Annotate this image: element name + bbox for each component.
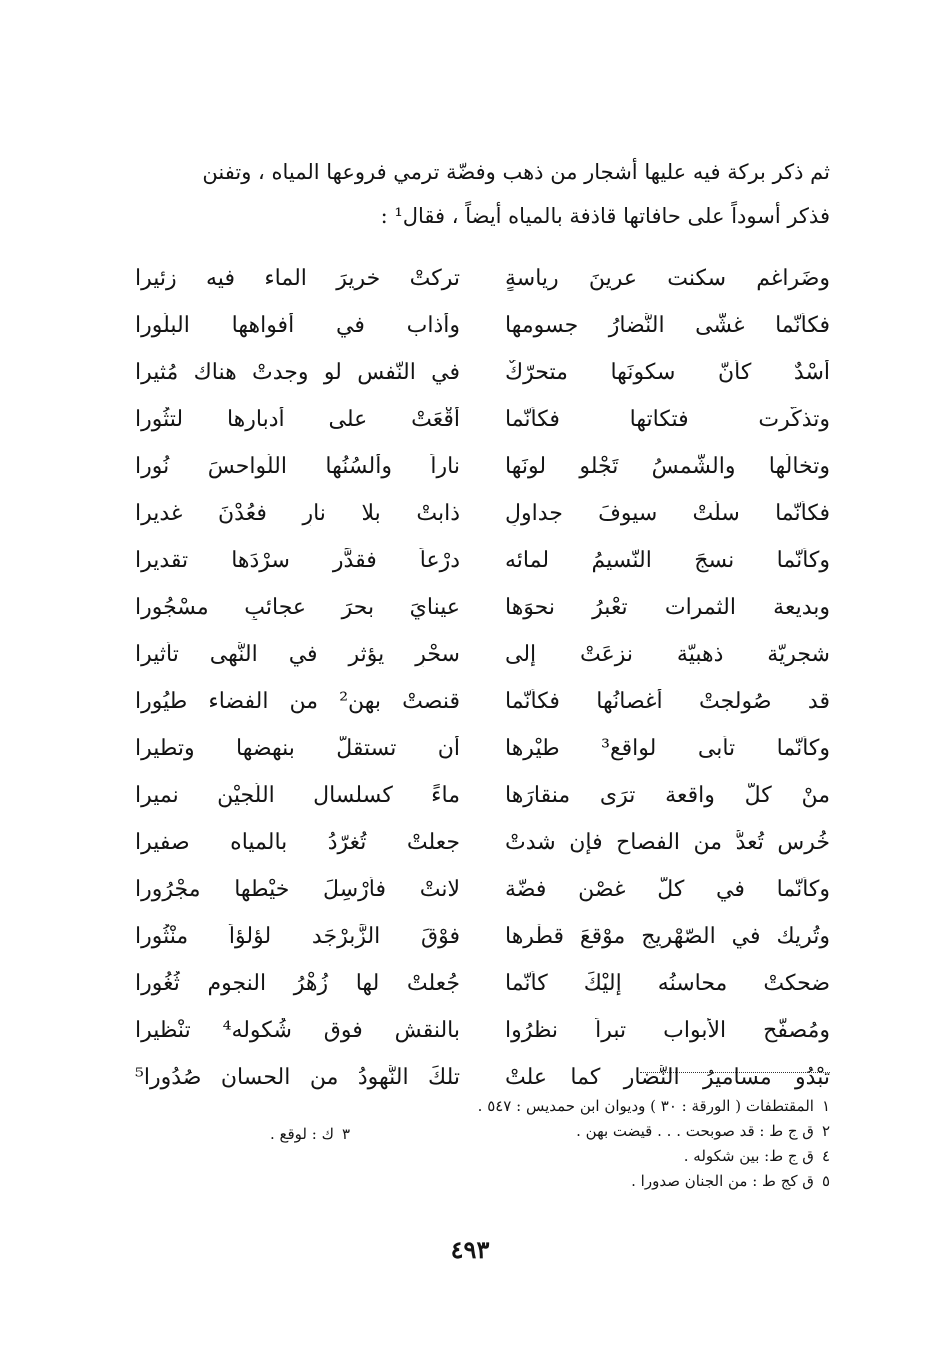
verse-first-hemistich: شجريّة ذهبيّة نزعَتْ إلى xyxy=(505,642,830,667)
verse-first-hemistich: وكأنّما نسجَ النّسيمُ لمائه xyxy=(505,548,830,573)
footnotes xyxy=(180,1093,830,1193)
verse-second-hemistich: درْعاً فقدَّر سرْدَها تقديرا xyxy=(135,548,460,573)
footnote-side xyxy=(190,1125,350,1143)
verse-first-hemistich: وكأنّما في كلّ غصْنٍ فضّة xyxy=(505,877,830,902)
verse-second-hemistich: عينايَ بحرَ عجائبٍ مسْجُورا xyxy=(135,595,460,620)
intro-line: ثم ذكر بركة فيه عليها أشجار من ذهب وفضّة ترمي فروعها المياه ، وتفنن xyxy=(202,160,830,184)
verse-line xyxy=(135,255,830,302)
verse-line xyxy=(135,819,830,866)
verse-second-hemistich: ماءً كسلسال اللُّجيْن نميرا xyxy=(135,783,460,808)
verse-line xyxy=(135,631,830,678)
verse-second-hemistich: في النّفس لو وجدتْ هناك مُثيرا xyxy=(135,360,460,385)
verse-second-hemistich: فوْقَ الزَّبرْجَد لؤلؤاً منْثُورا xyxy=(135,924,460,949)
verse-line xyxy=(135,772,830,819)
verse-first-hemistich: منْ كلّ واقعة ترَى منقارَها xyxy=(505,783,830,808)
verse-second-hemistich: سحْرٍ يؤثر في النُّهى تأثيرا xyxy=(135,642,460,667)
verse-first-hemistich: ضحكتْ محاسنُه إليْكَ كأنّما xyxy=(505,971,830,996)
verse-second-hemistich: تلكَ النُّهودُ من الحسان صُدُورا⁵ xyxy=(135,1065,460,1090)
verse-first-hemistich: فكأنّما غشّى النُّضارُ جسومها xyxy=(505,313,830,338)
verse-line xyxy=(135,302,830,349)
footnote xyxy=(180,1168,830,1193)
verse-line xyxy=(135,913,830,960)
verse-line xyxy=(135,678,830,725)
verse-line xyxy=(135,725,830,772)
verse-line xyxy=(135,584,830,631)
verse-line xyxy=(135,537,830,584)
footnote-divider xyxy=(640,1072,830,1073)
verse-second-hemistich: ذابتْ بلا نارٍ فعُدْنَ غديرا xyxy=(135,501,460,526)
footnote-number: ٤ xyxy=(821,1146,830,1165)
footnote-text: ك : لوقع . xyxy=(269,1125,334,1143)
verse-first-hemistich: فكأنّما سلّتْ سيوفَ جداولٍ xyxy=(505,501,830,526)
verse-first-hemistich: أُسْدٌ كأنّ سكونَها متحرّكٌ xyxy=(505,360,830,385)
footnote-text: ق ج ط : قد صوبحت . . . قيضت بهن . xyxy=(576,1121,814,1140)
footnote-text: المقتطفات ( الورقة : ٣٠ ) وديوان ابن حمديس : ٥٤٧ . xyxy=(477,1096,814,1115)
footnote-text: ق كج ط : من الجنان صدورا . xyxy=(631,1171,814,1190)
verse-second-hemistich: قنصتْ بهن² من الفضاء طيُورا xyxy=(135,689,460,714)
footnote-number: ١ xyxy=(821,1096,830,1115)
verse-first-hemistich: قد صُولجتْ أغصانُها فكأنّما xyxy=(505,689,830,714)
verse-second-hemistich: أن تستقلَّ بنهضها وتطيرا xyxy=(135,736,460,761)
verse-first-hemistich: ومُصفّح الأبواب تبراً نظرُوا xyxy=(505,1018,830,1043)
verse-first-hemistich: وبديعة الثمرات تعْبرُ نحوَها xyxy=(505,595,830,620)
verse-first-hemistich: وتذكّرت فتكاتها فكأنّما xyxy=(505,407,830,432)
verse-line xyxy=(135,490,830,537)
verse-second-hemistich: وأذاب في أفواهها البلّورا xyxy=(135,313,460,338)
verse-line xyxy=(135,1007,830,1054)
intro-line: فذكر أسوداً على حافاتها قاذفة بالمياه أيضاً ، فقال¹ : xyxy=(380,204,830,228)
footnote-number: ٢ xyxy=(821,1121,830,1140)
verse-second-hemistich: أقْعَتْ على أدبارها لتثُورا xyxy=(135,407,460,432)
verse-line xyxy=(135,960,830,1007)
verse-second-hemistich: بالنقش فوق شُكوله⁴ تنْظيرا xyxy=(135,1018,460,1043)
verse-second-hemistich: جُعلتْ لها زُهْرُ النجوم ثُغُورا xyxy=(135,971,460,996)
footnote xyxy=(180,1093,830,1118)
verse-second-hemistich: تركتْ خريرَ الماء فيه زئيرا xyxy=(135,266,460,291)
verse-line xyxy=(135,396,830,443)
footnote-number: ٣ xyxy=(341,1125,350,1143)
footnote-number: ٥ xyxy=(821,1171,830,1190)
verse-first-hemistich: تبْدُو مساميرُ النُّضارِ كما علتْ xyxy=(505,1065,830,1090)
verse-second-hemistich: جعلتْ تُغرّدُ بالمياه صفيرا xyxy=(135,830,460,855)
verse-first-hemistich: وضَراغم سكنت عرينَ رياسةٍ xyxy=(505,266,830,291)
poem xyxy=(135,255,830,1101)
verse-second-hemistich: لانتْ فأُرْسِلَ خيْطها مجْرُورا xyxy=(135,877,460,902)
verse-first-hemistich: وتُريك في الصّهْريج موْقعَ قطْرها xyxy=(505,924,830,949)
verse-first-hemistich: خُرس تُعدُّ من الفصاح فإن شدتْ xyxy=(505,830,830,855)
verse-first-hemistich: وتخالُها والشّمسُ تَجْلو لونَها xyxy=(505,454,830,479)
verse-second-hemistich: ناراً وألسُنُها اللّواحسَ نُورا xyxy=(135,454,460,479)
verse-line xyxy=(135,443,830,490)
verse-line xyxy=(135,866,830,913)
intro-paragraph xyxy=(110,150,830,238)
verse-first-hemistich: وكأنّما تأبى لواقع³ طيْرها xyxy=(505,736,830,761)
footnote xyxy=(180,1143,830,1168)
footnote-text: ق ج ط: بين شكوله . xyxy=(683,1146,814,1165)
verse-line xyxy=(135,349,830,396)
page-number: ٤٩٣ xyxy=(450,1235,490,1264)
